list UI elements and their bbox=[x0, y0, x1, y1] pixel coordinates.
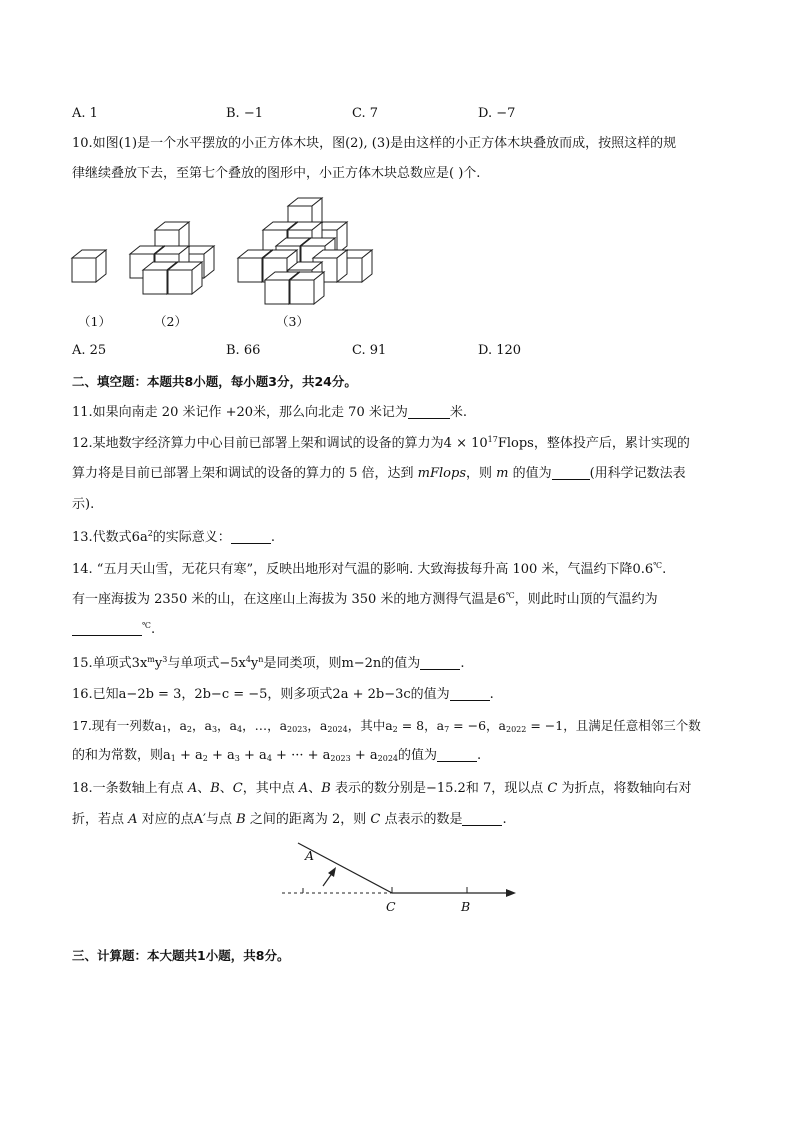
section2-detail: 小题，每小题 bbox=[193, 374, 269, 389]
q17-subscript: 3 bbox=[211, 725, 218, 734]
q17-text-part: + a bbox=[239, 748, 267, 763]
q12-variable: mFlops bbox=[417, 466, 466, 481]
q17-subscript: 2022 bbox=[505, 725, 527, 734]
q17-text-part: 的和为常数，则a bbox=[72, 748, 171, 763]
q18-text-part: 、 bbox=[308, 781, 322, 796]
q9-option-c: C. 7 bbox=[352, 106, 379, 121]
q15-text-part: . bbox=[460, 656, 465, 671]
q18-text-part: 对应的点A′与点 bbox=[137, 812, 237, 827]
fig1-label: （1） bbox=[78, 314, 111, 329]
section2-score: 3 bbox=[268, 374, 277, 389]
q18-text-part: 、 bbox=[197, 781, 211, 796]
q18-point-name: B bbox=[210, 781, 220, 796]
q14-unit: ℃ bbox=[505, 591, 515, 600]
q15-text-part: 是同类项，则m−2n的值为 bbox=[263, 656, 421, 671]
q14-text-part: 14. “五月天山雪，无花只有寒”，反映出地形对气温的影响. 大致海拔每升高 100 米，气温约下降0.6 bbox=[72, 562, 654, 577]
q18-text-part: 、 bbox=[219, 781, 233, 796]
q17-text-part: + a bbox=[175, 748, 203, 763]
q18-point-name: B bbox=[236, 812, 246, 827]
section3-detail: 小题，共 bbox=[205, 948, 256, 963]
q12-text-part: (用科学记数法表 bbox=[589, 466, 686, 481]
q17-text-part: + a bbox=[350, 748, 378, 763]
q10-text-line2: 律继续叠放下去，至第七个叠放的图形中，小正方体木块总数应是( )个. bbox=[72, 166, 481, 181]
q12-text-part: 的值为 bbox=[508, 466, 552, 481]
fig3-label: （3） bbox=[276, 314, 309, 329]
point-label-a: A bbox=[305, 848, 315, 863]
q18-point-name: C bbox=[547, 781, 558, 796]
q17-subscript: 2024 bbox=[377, 754, 399, 763]
q10-option-d: D. 120 bbox=[478, 343, 522, 358]
q13-text-part: 13.代数式6a bbox=[72, 530, 148, 545]
section2-title: 二、填空题： bbox=[72, 374, 148, 389]
q18-text-part: 之间的距离为 2，则 bbox=[245, 812, 371, 827]
q18-text-part: 为折点，将数轴向右对 bbox=[557, 781, 692, 796]
q11-text-part: 11.如果向南走 20 米记作 +20米，那么向北走 70 米记为 bbox=[72, 405, 408, 420]
q12-text-part: ，则 bbox=[466, 466, 497, 481]
q17-text-part: ，a bbox=[191, 718, 212, 733]
q12-text-part: 算力将是目前已部署上架和调试的设备的算力的 5 倍，达到 bbox=[72, 466, 418, 481]
q17-subscript: 4 bbox=[266, 754, 272, 763]
point-label-c: C bbox=[386, 899, 396, 914]
q18-text-part: . bbox=[502, 812, 507, 827]
q17-subscript: 1 bbox=[170, 754, 176, 763]
section2-detail: 本题共 bbox=[147, 374, 185, 389]
q15-text-part: y bbox=[154, 656, 163, 671]
q15-exponent: 3 bbox=[162, 655, 168, 664]
q17-text-part: = −1，且满足任意相邻三个数 bbox=[526, 718, 701, 733]
section2-detail: 分，共 bbox=[276, 374, 315, 389]
q10-option-a: A. 25 bbox=[72, 343, 107, 358]
q16-text-part: 16.已知a−2b = 3，2b−c = −5，则多项式2a + 2b−3c的值为 bbox=[72, 687, 450, 702]
section3-count: 1 bbox=[197, 948, 206, 963]
axis-arrow-icon bbox=[506, 889, 516, 897]
q18-text-part: 18.一条数轴上有点 bbox=[72, 781, 188, 796]
q14-text-part: . bbox=[150, 622, 156, 637]
section3-total: 8 bbox=[255, 948, 265, 963]
q15-exponent: m bbox=[147, 655, 155, 664]
q17-subscript: 7 bbox=[444, 725, 450, 734]
q17-text-part: ，其中a bbox=[347, 718, 393, 733]
q17-subscript: 2023 bbox=[330, 754, 351, 763]
q14-text-part: ，则此时山顶的气温约为 bbox=[514, 592, 658, 607]
q17-text-part: + a bbox=[207, 748, 235, 763]
q18-text-part: 点表示的数是 bbox=[380, 812, 463, 827]
q12-text-part: Flops，整体投产后，累计实现的 bbox=[497, 436, 690, 451]
q17-subscript: 2 bbox=[202, 754, 208, 763]
q18-text-part: ，其中点 bbox=[242, 781, 299, 796]
q10-text-line1: 10.如图(1)是一个水平摆放的小正方体木块，图(2), (3)是由这样的小正方体木块叠放而成，按照这样的规 bbox=[72, 136, 677, 151]
q12-exponent: 17 bbox=[487, 435, 498, 444]
q15-text-part: 与单项式−5x bbox=[167, 656, 246, 671]
q15-text-part: y bbox=[250, 656, 259, 671]
section2-count: 8 bbox=[184, 374, 194, 389]
q11-text-part: 米. bbox=[449, 405, 467, 420]
q17-text-part: ，a bbox=[307, 718, 328, 733]
section3-detail: 本大题共 bbox=[147, 948, 198, 963]
q18-point-name: C bbox=[370, 812, 381, 827]
q9-option-b: B. −1 bbox=[226, 106, 263, 121]
q17-subscript: 3 bbox=[234, 754, 240, 763]
q17-text-part: . bbox=[477, 748, 482, 763]
q12-text-line3: 示). bbox=[72, 497, 95, 512]
q17-text-part: + ··· + a bbox=[271, 748, 331, 763]
q16-text-part: . bbox=[489, 687, 494, 702]
q13-exponent: 2 bbox=[147, 529, 153, 538]
q9-option-a: A. 1 bbox=[72, 106, 98, 121]
q12-text-part: 12.某地数字经济算力中心目前已部署上架和调试的设备的算力为4 × 10 bbox=[72, 436, 488, 451]
q10-option-b: B. 66 bbox=[226, 343, 261, 358]
q17-subscript: 2023 bbox=[287, 725, 308, 734]
section3-title: 三、计算题： bbox=[72, 948, 148, 963]
q17-subscript: 2024 bbox=[327, 725, 348, 734]
q12-variable: m bbox=[496, 466, 509, 481]
q17-text-part: 17.现有一列数a bbox=[72, 718, 162, 733]
q15-exponent: n bbox=[258, 655, 264, 664]
section3-detail: 分。 bbox=[264, 948, 290, 963]
q17-text-part: ，a bbox=[166, 718, 187, 733]
q14-text-part: . bbox=[662, 562, 667, 577]
q14-unit: ℃ bbox=[142, 621, 151, 630]
q10-option-c: C. 91 bbox=[352, 343, 387, 358]
q17-text-part: 的值为 bbox=[398, 748, 438, 763]
q13-text-part: . bbox=[270, 530, 275, 545]
q17-subscript: 1 bbox=[161, 725, 167, 734]
q13-text-part: 的实际意义： bbox=[152, 530, 231, 545]
q9-option-d: D. −7 bbox=[478, 106, 516, 121]
q15-text-part: 15.单项式3x bbox=[72, 656, 148, 671]
q17-text-part: = −6，a bbox=[449, 718, 506, 733]
fig2-label: （2） bbox=[154, 314, 187, 329]
q18-text-part: 折，若点 bbox=[72, 812, 129, 827]
q18-point-name: A bbox=[128, 812, 138, 827]
q17-text-part: = 8，a bbox=[397, 718, 445, 733]
section2-total: 24 bbox=[314, 374, 332, 389]
q18-point-name: C bbox=[232, 781, 243, 796]
q18-point-name: B bbox=[321, 781, 331, 796]
q18-point-name: A bbox=[187, 781, 198, 796]
q17-subscript: 2 bbox=[186, 725, 192, 734]
section2-detail: 分。 bbox=[331, 374, 357, 389]
q17-subscript: 4 bbox=[236, 725, 243, 734]
q14-text-part: 有一座海拔为 2350 米的山，在这座山上海拔为 350 米的地方测得气温是6 bbox=[72, 592, 506, 607]
q17-text-part: ，…，a bbox=[242, 718, 288, 733]
q17-subscript: 2 bbox=[392, 725, 398, 734]
q18-text-part: 表示的数分别是−15.2和 7，现以点 bbox=[330, 781, 548, 796]
section3-heading bbox=[72, 946, 289, 966]
fold-arrowhead-icon bbox=[328, 867, 336, 877]
q17-text-part: ，a bbox=[217, 718, 237, 733]
point-label-b: B bbox=[461, 899, 471, 914]
q15-exponent: 4 bbox=[245, 655, 251, 664]
q14-unit: ℃ bbox=[653, 561, 663, 570]
q18-point-name: A bbox=[298, 781, 309, 796]
